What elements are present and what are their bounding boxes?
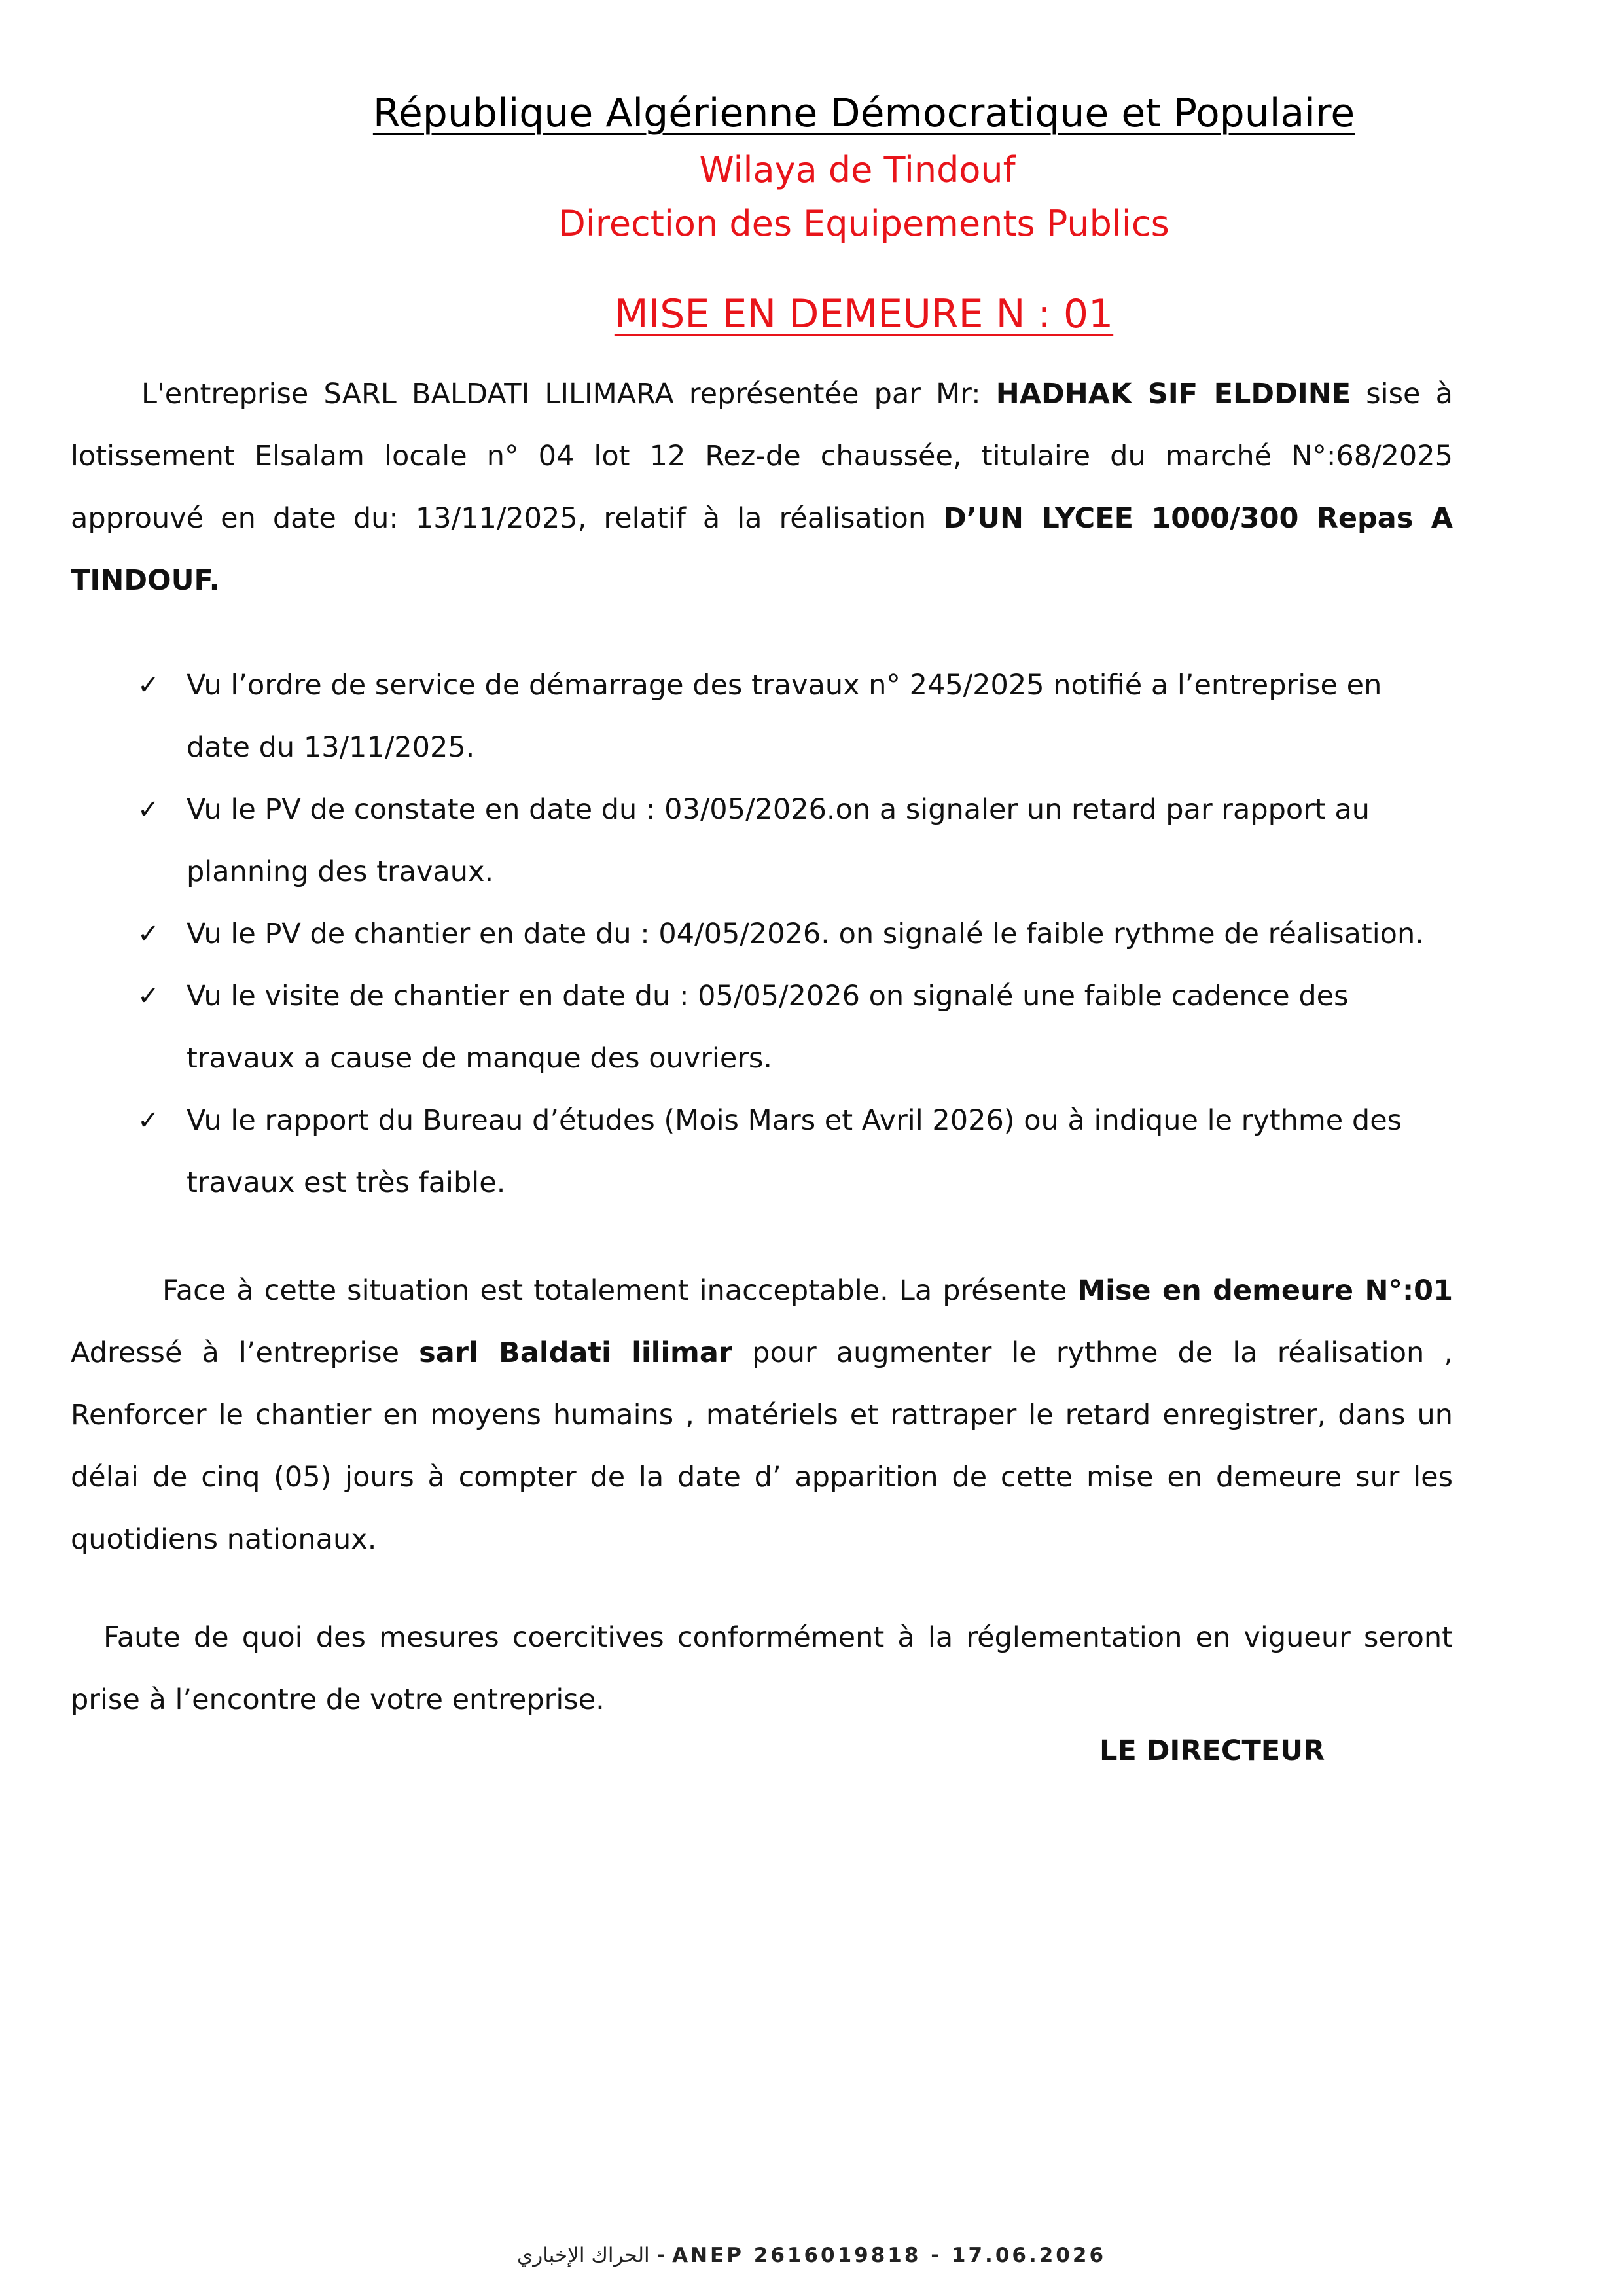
- project-name: D’UN LYCEE 1000/300 Repas A TINDOUF.: [71, 502, 1453, 597]
- list-item: [137, 779, 1440, 903]
- anep-reference: ANEP 2616019818 - 17.06.2026: [672, 2244, 1107, 2267]
- list-item: [137, 1090, 1440, 1214]
- notice-reference: Mise en demeure N°:01: [1077, 1274, 1453, 1307]
- list-item: [137, 965, 1440, 1090]
- newspaper-name: الحراك الإخباري: [516, 2244, 650, 2267]
- company-name: sarl Baldati lilimar: [419, 1336, 733, 1369]
- list-item: [137, 655, 1440, 779]
- body-paragraph: [71, 1260, 1453, 1571]
- intro-paragraph: [71, 363, 1453, 612]
- intro-text-1: L'entreprise SARL BALDATI LILIMARA représentée par Mr:: [141, 378, 996, 410]
- direction-heading: Direction des Equipements Publics: [558, 203, 1169, 244]
- footer-separator: -: [649, 2244, 673, 2267]
- considerations-list: [137, 655, 1440, 1214]
- checkmark-icon: ✓: [137, 919, 160, 949]
- checkmark-icon: ✓: [137, 1105, 160, 1136]
- checkmark-icon: ✓: [137, 981, 160, 1011]
- publication-footer: [0, 2244, 1623, 2267]
- checkmark-icon: ✓: [137, 795, 160, 825]
- list-item-text: Vu le PV de constate en date du : 03/05/2026.on a signaler un retard par rapport au planning des travaux.: [187, 793, 1370, 888]
- body-text-3: pour augmenter le rythme de la réalisation , Renforcer le chantier en moyens humains , matériels et rattraper le retard enregistrer, dans un délai de cinq (05) jours à compter de la date d’ apparition de cette mise en demeure sur les quotidiens nationaux.: [71, 1336, 1454, 1556]
- checkmark-icon: ✓: [137, 670, 160, 700]
- wilaya-heading: Wilaya de Tindouf: [699, 149, 1016, 190]
- document-title: MISE EN DEMEURE N : 01: [614, 291, 1114, 337]
- list-item-text: Vu l’ordre de service de démarrage des travaux n° 245/2025 notifié a l’entreprise en date du 13/11/2025.: [187, 669, 1382, 764]
- closing-paragraph: Faute de quoi des mesures coercitives conformément à la réglementation en vigueur seront prise à l’encontre de votre entreprise.: [71, 1621, 1453, 1716]
- representative-name: HADHAK SIF ELDDINE: [995, 378, 1351, 410]
- country-heading: République Algérienne Démocratique et Populaire: [372, 90, 1355, 136]
- list-item-text: Vu le rapport du Bureau d’études (Mois Mars et Avril 2026) ou à indique le rythme des travaux est très faible.: [187, 1104, 1402, 1199]
- list-item-text: Vu le visite de chantier en date du : 05/05/2026 on signalé une faible cadence des travaux a cause de manque des ouvriers.: [187, 980, 1349, 1075]
- signature-title: LE DIRECTEUR: [1099, 1734, 1325, 1767]
- list-item-text: Vu le PV de chantier en date du : 04/05/2026. on signalé le faible rythme de réalisation.: [187, 918, 1424, 950]
- list-item: [137, 903, 1440, 965]
- body-text-2: Adressé à l’entreprise: [71, 1336, 419, 1369]
- body-text-1: Face à cette situation est totalement inacceptable. La présente: [162, 1274, 1078, 1307]
- intro-text-2: sise à lotissement Elsalam locale n° 04 lot 12 Rez-de chaussée, titulaire du marché N°:68/2025 approuvé en date du: 13/11/2025, relatif à la réalisation: [71, 378, 1453, 535]
